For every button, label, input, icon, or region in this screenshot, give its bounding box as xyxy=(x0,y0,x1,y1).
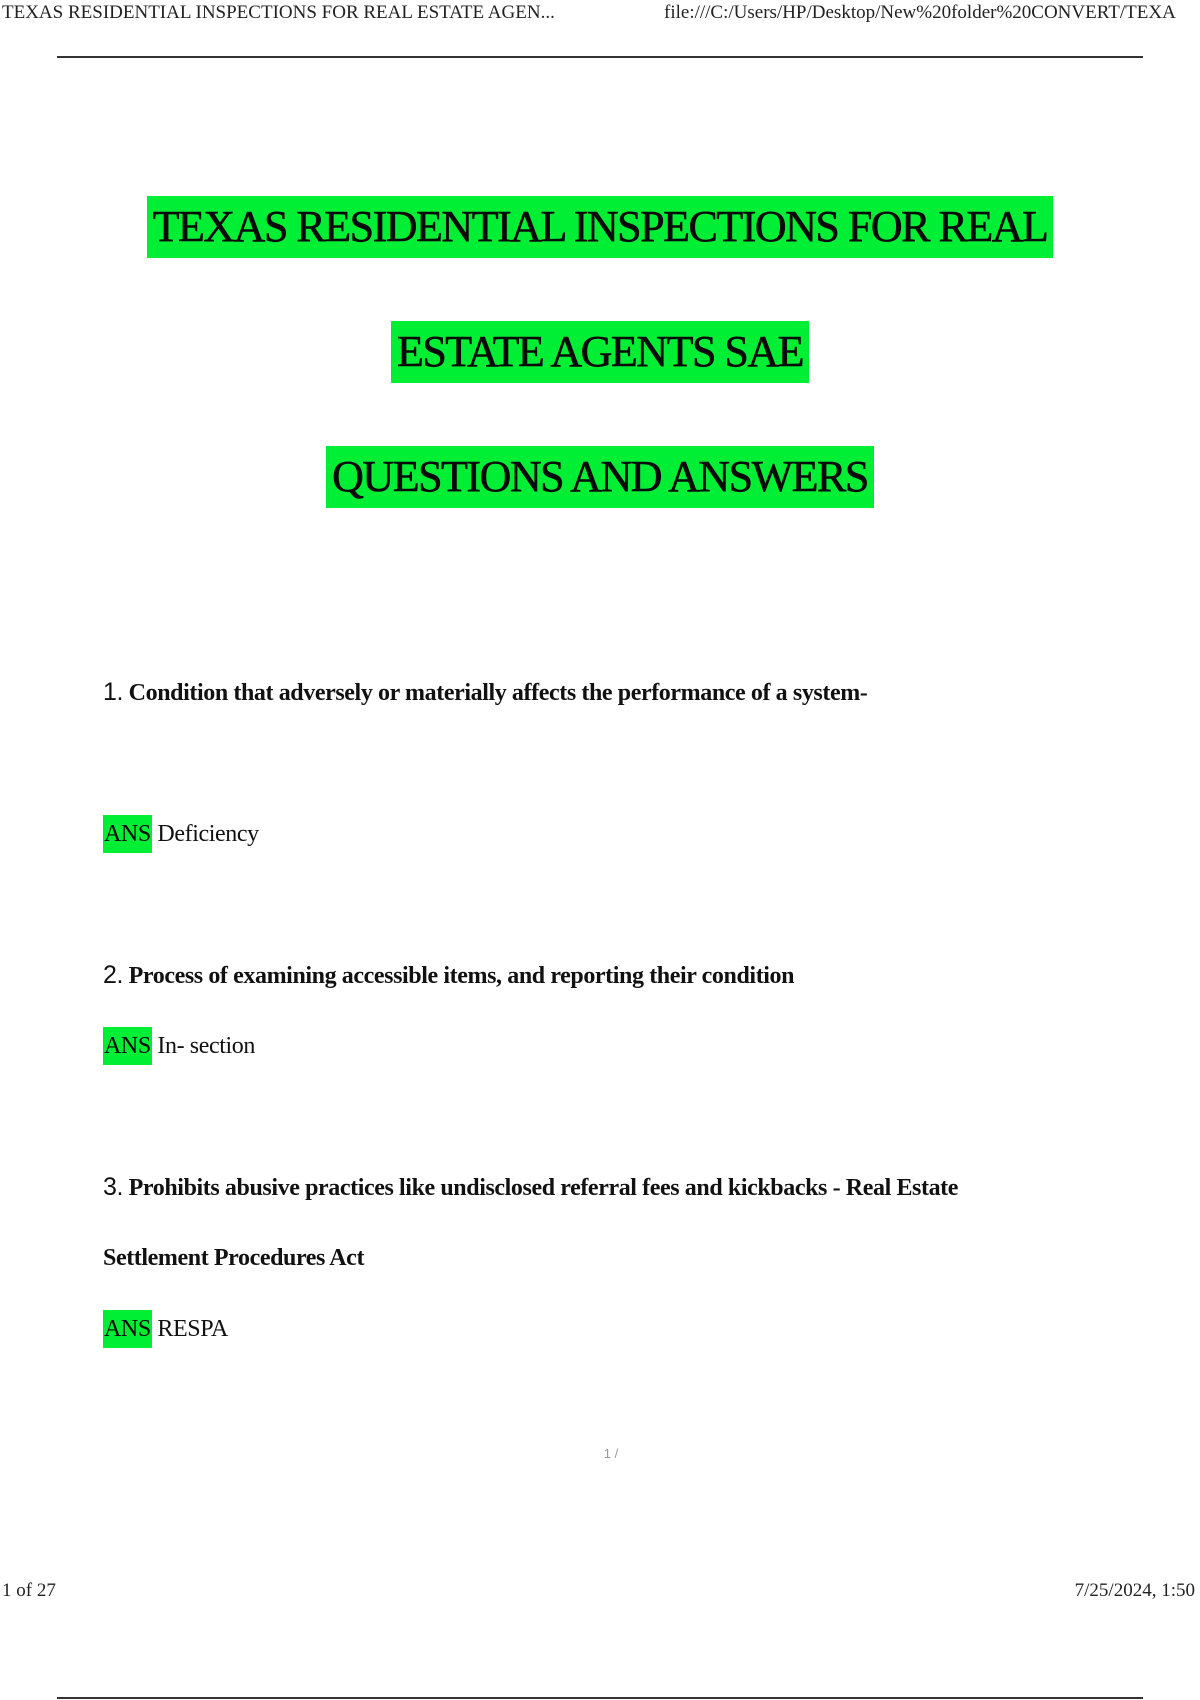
answer-1 xyxy=(103,815,259,853)
print-footer xyxy=(0,1578,1200,1606)
answer-text: In- section xyxy=(157,1033,255,1059)
question-3-continued xyxy=(103,1243,1143,1273)
question-2 xyxy=(103,960,1143,991)
answer-3 xyxy=(103,1310,228,1348)
footer-divider xyxy=(57,1697,1143,1699)
answer-text: RESPA xyxy=(157,1316,228,1342)
page-watermark: 1 / xyxy=(603,1446,619,1461)
title-highlight: ESTATE AGENTS SAE xyxy=(391,321,809,383)
print-header-title: TEXAS RESIDENTIAL INSPECTIONS FOR REAL ESTATE AGEN... xyxy=(2,2,555,23)
question-number: 1. xyxy=(103,678,124,706)
print-header-url: file:///C:/Users/HP/Desktop/New%20folder%20CONVERT/TEXA xyxy=(664,2,1176,23)
answer-tag: ANS xyxy=(103,1027,152,1065)
document-title-line-1 xyxy=(0,196,1200,258)
question-number: 2. xyxy=(103,961,124,989)
print-timestamp: 7/25/2024, 1:50 xyxy=(1074,1580,1195,1601)
document-title-line-2 xyxy=(0,321,1200,383)
question-3 xyxy=(103,1172,1143,1203)
print-header xyxy=(0,0,1200,28)
answer-2 xyxy=(103,1027,255,1065)
question-text: Process of examining accessible items, and reporting their condition xyxy=(128,963,795,989)
question-text: Prohibits abusive practices like undisclosed referral fees and kickbacks - Real Estate xyxy=(128,1175,959,1201)
question-text: Condition that adversely or materially affects the performance of a system- xyxy=(128,680,868,706)
title-highlight: QUESTIONS AND ANSWERS xyxy=(326,446,874,508)
page-count: 1 of 27 xyxy=(2,1580,56,1601)
answer-text: Deficiency xyxy=(157,821,259,847)
question-text: Settlement Procedures Act xyxy=(103,1245,365,1271)
answer-tag: ANS xyxy=(103,1310,152,1348)
document-title-line-3 xyxy=(0,446,1200,508)
question-1 xyxy=(103,677,1143,708)
title-highlight: TEXAS RESIDENTIAL INSPECTIONS FOR REAL xyxy=(147,196,1054,258)
header-divider xyxy=(57,56,1143,58)
answer-tag: ANS xyxy=(103,815,152,853)
question-number: 3. xyxy=(103,1173,124,1201)
